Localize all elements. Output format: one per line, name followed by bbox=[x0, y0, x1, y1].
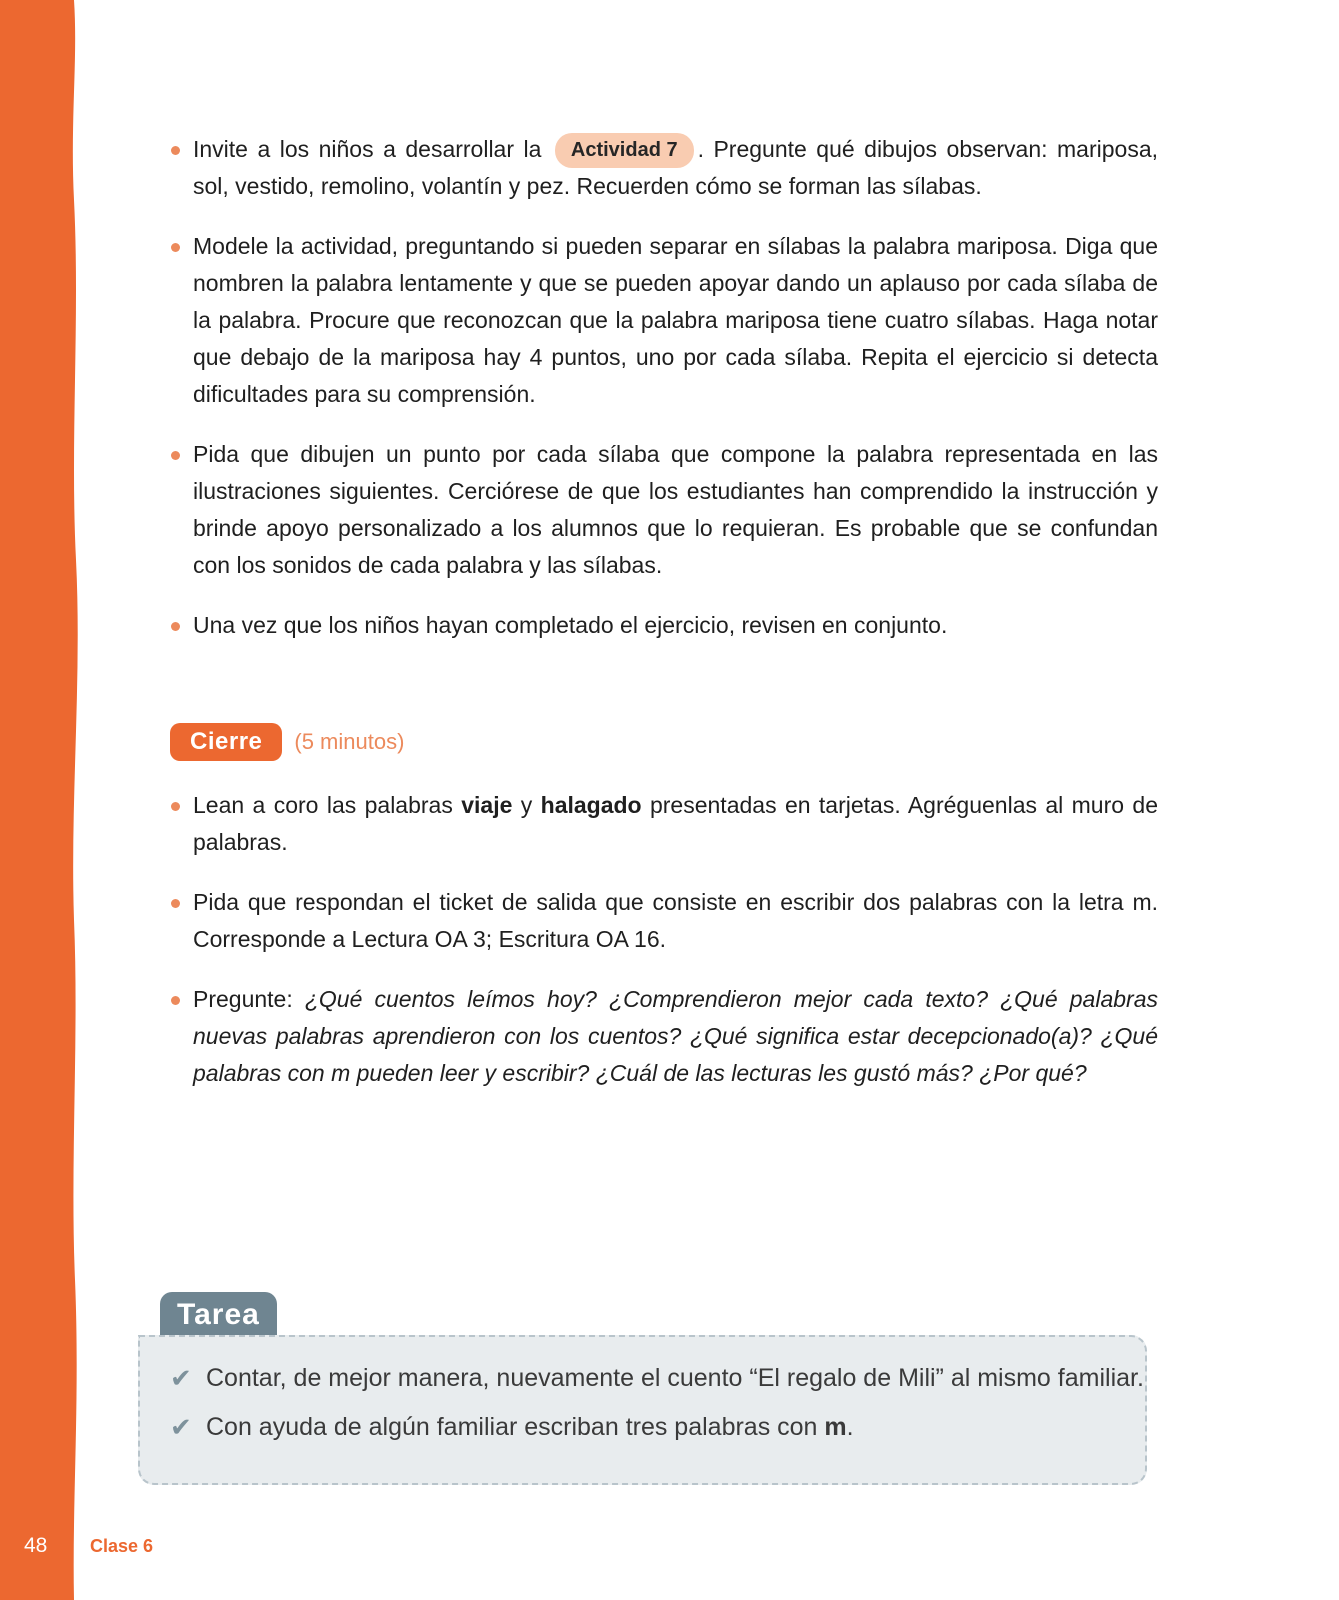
list-item: Invite a los niños a desarrollar la Actividad 7 . Pregunte qué dibujos observan: mariposa, sol, vestido, remolino, volantín y pez. Recuerden cómo se forman las sílabas. bbox=[168, 131, 1158, 205]
instructions-section bbox=[168, 131, 1158, 667]
page-number: 48 bbox=[24, 1534, 48, 1557]
cierre-list bbox=[168, 787, 1158, 1092]
list-item: Lean a coro las palabras viaje y halagado presentadas en tarjetas. Agréguenlas al muro de palabras. bbox=[168, 787, 1158, 861]
cierre-section bbox=[168, 787, 1158, 1115]
cierre-heading bbox=[170, 723, 404, 761]
cierre-badge: Cierre bbox=[170, 723, 282, 761]
tarea-tab: Tarea bbox=[160, 1292, 277, 1336]
check-icon: ✔ bbox=[170, 1363, 192, 1393]
bullet-icon bbox=[171, 451, 180, 460]
tarea-box bbox=[138, 1335, 1147, 1485]
keyword: viaje bbox=[461, 792, 513, 818]
questions-text: ¿Qué cuentos leímos hoy? ¿Comprendieron mejor cada texto? ¿Qué palabras nuevas palabras aprendieron con los cuentos? ¿Qué significa estar decepcionado(a)? ¿Qué palabras con m pueden leer y escribir? ¿Cuál de las lecturas les gustó más? ¿Por qué? bbox=[193, 986, 1158, 1086]
tarea-item: ✔ Con ayuda de algún familiar escriban tres palabras con m . bbox=[170, 1412, 854, 1442]
list-item: Una vez que los niños hayan completado el ejercicio, revisen en conjunto. bbox=[168, 607, 1158, 644]
cierre-duration: (5 minutos) bbox=[294, 729, 405, 754]
bullet-icon bbox=[171, 996, 180, 1005]
list-item: Pida que respondan el ticket de salida que consiste en escribir dos palabras con la letra m. Corresponde a Lectura OA 3; Escritura OA 16. bbox=[168, 884, 1158, 958]
bullet-icon bbox=[171, 899, 180, 908]
bullet-icon bbox=[171, 802, 180, 811]
bullet-icon bbox=[171, 146, 180, 155]
instructions-list bbox=[168, 131, 1158, 644]
list-item: Pregunte: ¿Qué cuentos leímos hoy? ¿Comprendieron mejor cada texto? ¿Qué palabras nuevas palabras aprendieron con los cuentos? ¿Qué significa estar decepcionado(a)? ¿Qué palabras con m pueden leer y escribir? ¿Cuál de las lecturas les gustó más? ¿Por qué? bbox=[168, 981, 1158, 1092]
bullet-icon bbox=[171, 622, 180, 631]
tarea-item: ✔ Contar, de mejor manera, nuevamente el cuento “El regalo de Mili” al mismo familiar. bbox=[170, 1363, 1144, 1393]
list-item: Modele la actividad, preguntando si pueden separar en sílabas la palabra mariposa. Diga que nombren la palabra lentamente y que se pueden apoyar dando un aplauso por cada sílaba de la palabra. Procure que reconozcan que la palabra mariposa tiene cuatro sílabas. Haga notar que debajo de la mariposa hay 4 puntos, uno por cada sílaba. Repita el ejercicio si detecta dificultades para su comprensión. bbox=[168, 228, 1158, 413]
check-icon: ✔ bbox=[170, 1412, 192, 1442]
side-band bbox=[0, 0, 90, 1600]
keyword: halagado bbox=[540, 792, 642, 818]
list-item: Pida que dibujen un punto por cada sílaba que compone la palabra representada en las ilustraciones siguientes. Cerciórese de que los estudiantes han comprendido la instrucción y brinde apoyo personalizado a los alumnos que lo requieran. Es probable que se confundan con los sonidos de cada palabra y las sílabas. bbox=[168, 436, 1158, 584]
activity-chip: Actividad 7 bbox=[555, 133, 694, 168]
bullet-icon bbox=[171, 243, 180, 252]
class-label: Clase 6 bbox=[90, 1536, 154, 1556]
